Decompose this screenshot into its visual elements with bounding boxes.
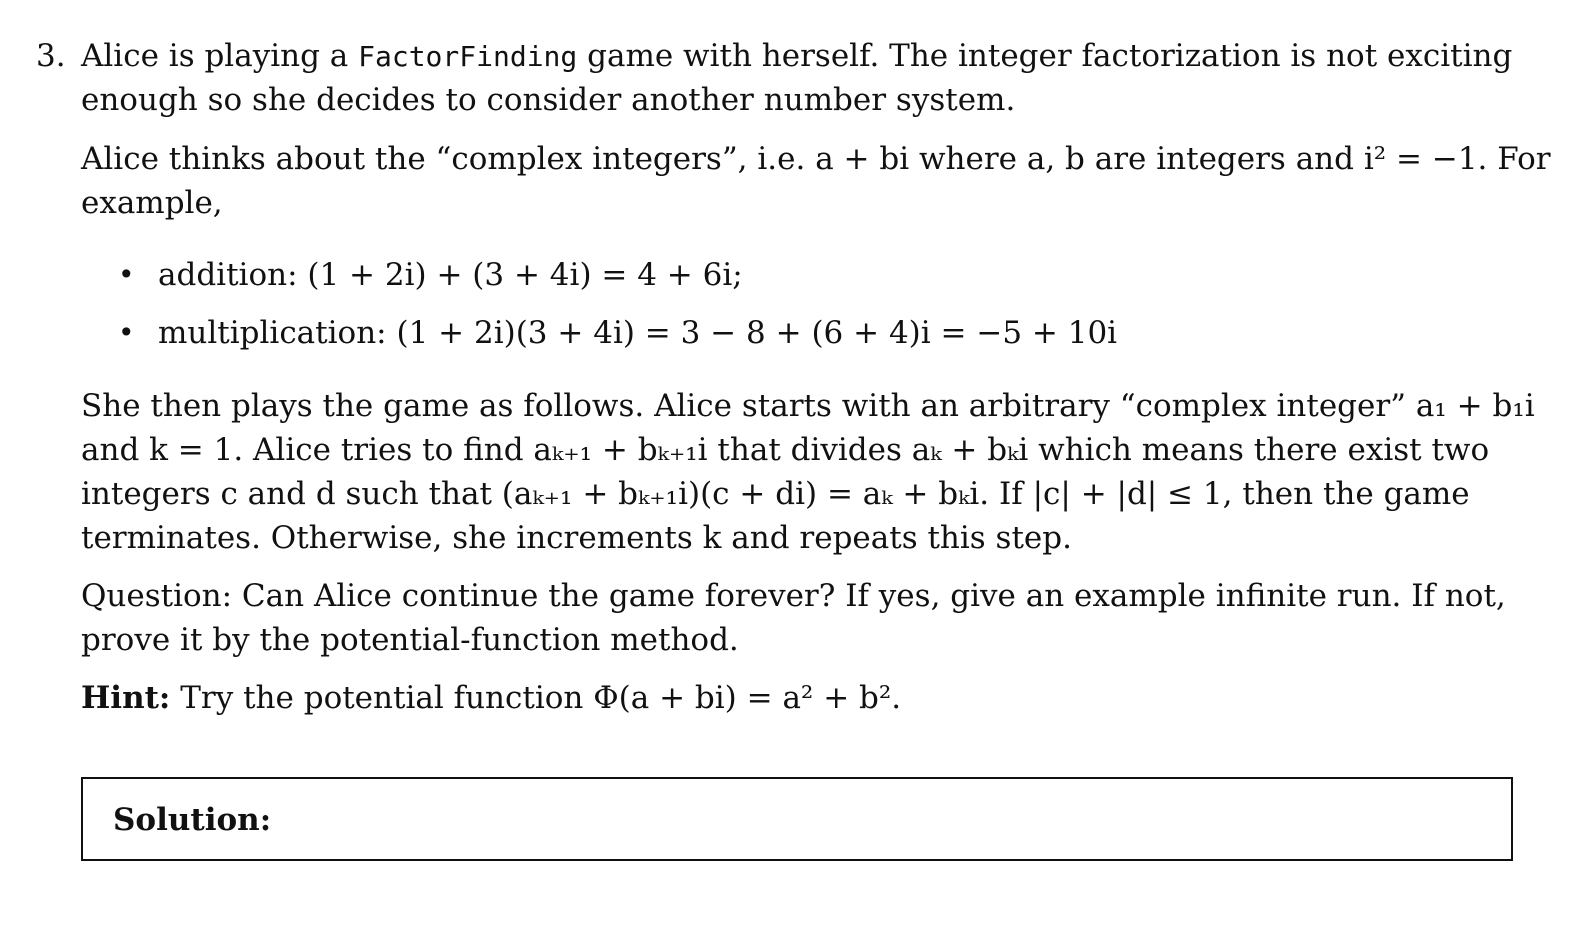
list-item-addition <box>118 253 1518 311</box>
example-label: addition: <box>158 257 298 293</box>
hint-text: Try the potential function Φ(a + bi) = a² + b². <box>180 680 902 716</box>
bullet-icon: • <box>118 258 135 291</box>
question-line-1: Question: Can Alice continue the game forever? If yes, give an example infinite run. If not, <box>81 578 1506 614</box>
intro-line-2: enough so she decides to consider another number system. <box>81 82 1016 118</box>
complex-def-line-1: Alice thinks about the “complex integers”, i.e. a + bi where a, b are integers and i² = −1. For <box>81 141 1551 177</box>
game-line-3: integers c and d such that (aₖ₊₁ + bₖ₊₁i)(c + di) = aₖ + bₖi. If |c| + |d| ≤ 1, then the game <box>81 476 1470 512</box>
game-description-paragraph <box>81 384 1535 560</box>
game-line-1: She then plays the game as follows. Alice starts with an arbitrary “complex integer” a₁ + b₁i <box>81 388 1535 424</box>
hint-label: Hint: <box>81 680 171 716</box>
question-line-2: prove it by the potential-function method. <box>81 622 739 658</box>
question-paragraph <box>81 574 1515 662</box>
intro-line-1 <box>81 34 1515 78</box>
intro-paragraph <box>81 34 1515 122</box>
hint-paragraph <box>81 676 1515 720</box>
game-line-2: and k = 1. Alice tries to find aₖ₊₁ + bₖ₊₁i that divides aₖ + bₖi which means there exist two <box>81 432 1490 468</box>
intro-before: Alice is playing a <box>81 38 359 74</box>
list-item-multiplication <box>118 311 1518 369</box>
bullet-icon: • <box>118 316 135 349</box>
example-label: multiplication: <box>158 315 387 351</box>
complex-def-line-2: example, <box>81 185 223 221</box>
complex-definition-paragraph <box>81 137 1551 225</box>
game-name: FactorFinding <box>358 40 578 73</box>
example-expression: (1 + 2i) + (3 + 4i) = 4 + 6i; <box>307 257 743 293</box>
solution-label: Solution: <box>113 802 272 838</box>
example-expression: (1 + 2i)(3 + 4i) = 3 − 8 + (6 + 4)i = −5 + 10i <box>396 315 1118 351</box>
intro-after: game with herself. The integer factorization is not exciting <box>577 38 1513 74</box>
problem-number: 3. <box>36 38 66 74</box>
game-line-4: terminates. Otherwise, she increments k and repeats this step. <box>81 520 1072 556</box>
solution-box[interactable] <box>81 777 1513 861</box>
examples-list <box>118 253 1518 369</box>
